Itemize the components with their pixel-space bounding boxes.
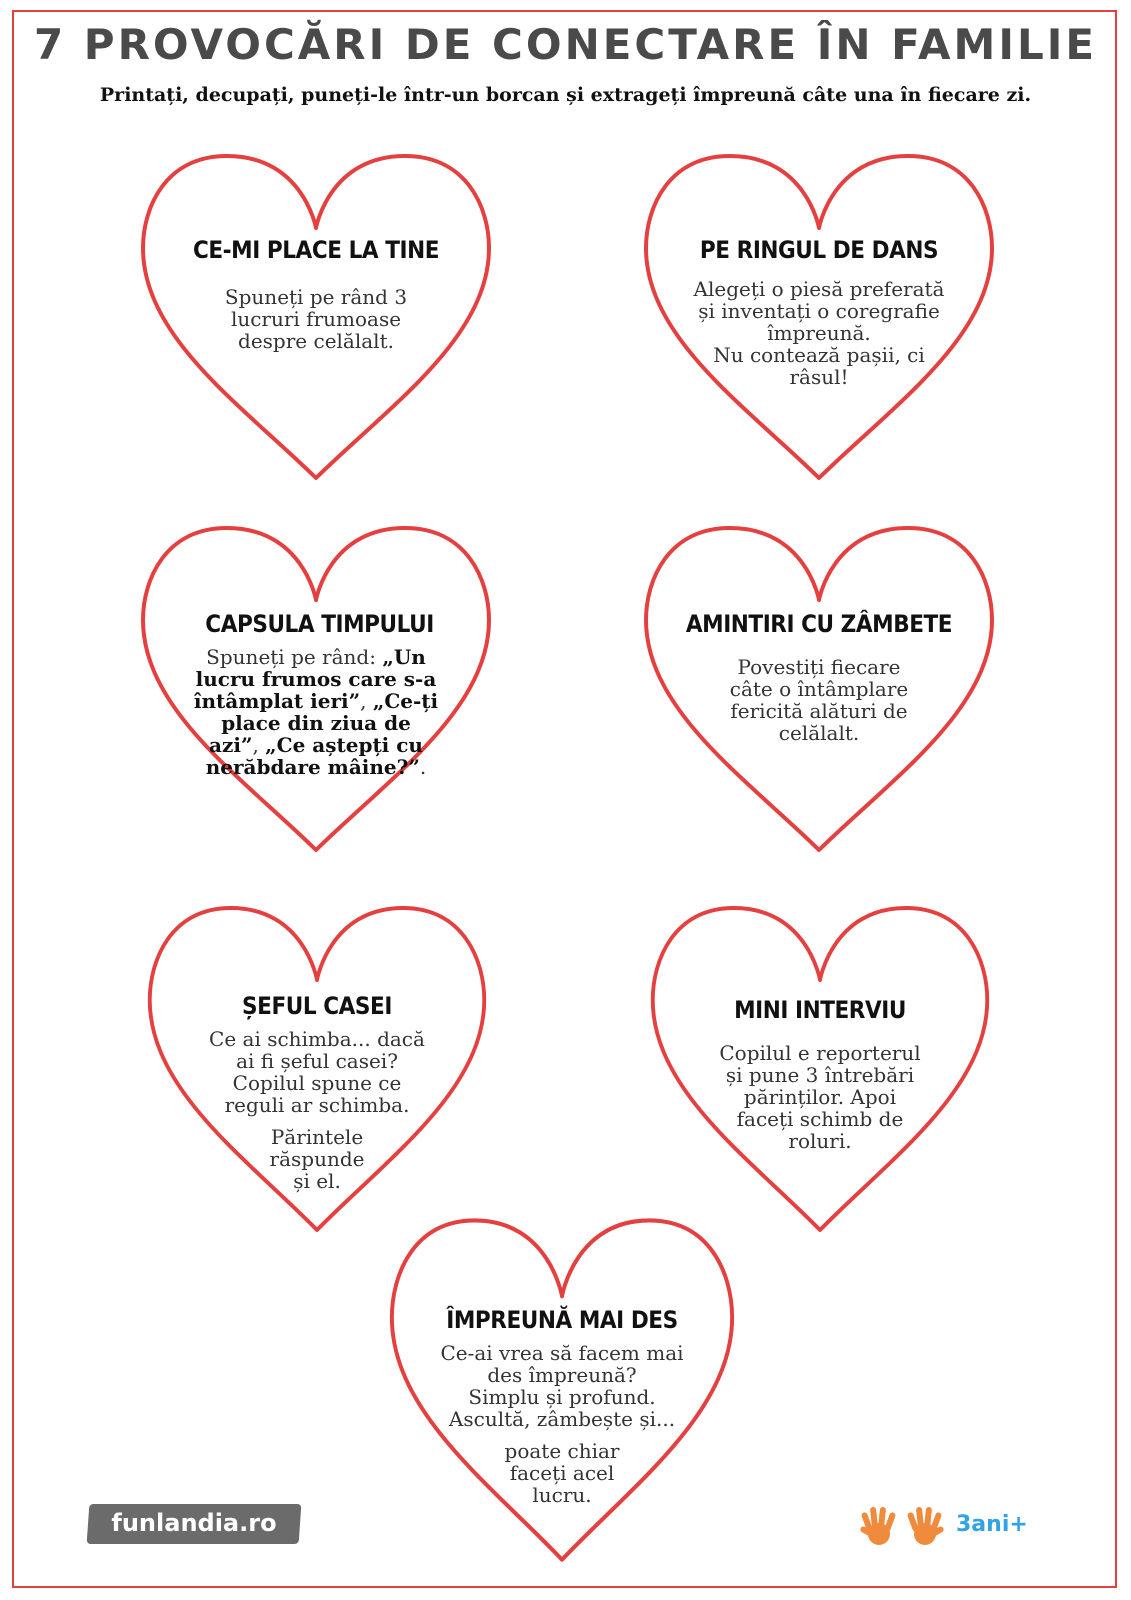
card-line: Alegeți o piesă preferată [693,277,945,301]
card-title: ȘEFUL CASEI [242,992,392,1020]
card-line: și inventați o coregrafie [698,299,940,323]
card-title: CE-MI PLACE LA TINE [192,236,440,264]
heart-card-1 [135,148,497,484]
card-line: celălalt. [778,721,860,745]
card-line: răspunde [269,1147,365,1171]
card-line: Părintele [270,1125,364,1149]
page-title: 7 PROVOCĂRI DE CONECTARE ÎN FAMILIE [33,20,1098,69]
card-title: MINI INTERVIU [734,996,906,1024]
hand-icon [858,1504,900,1548]
card-line: Spuneți pe rând 3 [224,285,408,309]
card-line: lucru. [532,1483,592,1507]
card-line: Ce-ai vrea să facem mai [440,1341,684,1365]
heart-card-7 [384,1212,740,1566]
card-line: Simplu și profund. [468,1385,656,1409]
card-text: , [252,733,266,757]
card-title: ÎMPREUNĂ MAI DES [446,1306,678,1334]
heart-card-3 [135,520,497,856]
card-line: împreună. [767,321,871,345]
card-line: râsul! [789,365,849,389]
heart-card-4 [638,520,1000,856]
age-label: 3ani+ [956,1512,1028,1537]
card-line: câte o întâmplare [729,677,909,701]
card-body [165,286,467,352]
card-title: AMINTIRI CU ZÂMBETE [685,610,953,638]
card-line: faceți schimb de [736,1107,904,1131]
brand-logo [88,1500,308,1548]
hand-icon [904,1504,946,1548]
card-body [668,656,970,744]
card-line: fericită alături de [730,699,908,723]
card-line: Copilul spune ce [232,1071,402,1095]
card-line: Nu contează pașii, ci [713,343,925,367]
card-line: și pune 3 întrebări [725,1063,915,1087]
heart-card-6 [645,900,995,1236]
card-body [414,1342,710,1506]
card-line: părinților. Apoi [743,1085,897,1109]
card-line: Ascultă, zâmbește și... [448,1407,676,1431]
card-text: Spuneți pe rând: [206,645,383,669]
card-line: lucruri frumoase [230,307,402,331]
card-line: Ce ai schimba... dacă [209,1027,425,1051]
heart-card-5 [142,900,492,1236]
card-text-bold: „Un lucru frumos care s-a întâmplat ieri” [193,645,437,713]
page-subtitle: Printați, decupați, puneți-le într-un borcan și extrageți împreună câte una în fiecare zi. [99,84,1032,106]
card-line: faceți acel [509,1461,615,1485]
card-line: ai fi șeful casei? [236,1049,398,1073]
card-line: și el. [293,1169,341,1193]
age-badge [858,1504,1038,1548]
card-title: PE RINGUL DE DANS [699,236,939,264]
card-body [172,1028,462,1192]
card-line: roluri. [788,1129,852,1153]
card-body [675,1042,965,1152]
card-body [668,278,970,388]
card-body [193,646,439,778]
card-text: , [360,689,373,713]
card-line: des împreună? [487,1363,637,1387]
card-line: reguli ar schimba. [224,1093,410,1117]
card-line: Povestiți fiecare [737,655,901,679]
card-title: CAPSULA TIMPULUI [205,610,434,638]
card-text-bold: „Ce aștepți cu nerăbdare mâine?” [205,733,423,779]
brand-name: funlandia.ro [111,1509,277,1537]
card-line: despre celălalt. [238,329,394,353]
card-line: poate chiar [504,1439,620,1463]
card-line: Copilul e reporterul [719,1041,921,1065]
card-text-bold: „Ce-ți place din ziua de azi” [209,689,439,757]
card-text: . [419,755,427,779]
heart-card-2 [638,148,1000,484]
